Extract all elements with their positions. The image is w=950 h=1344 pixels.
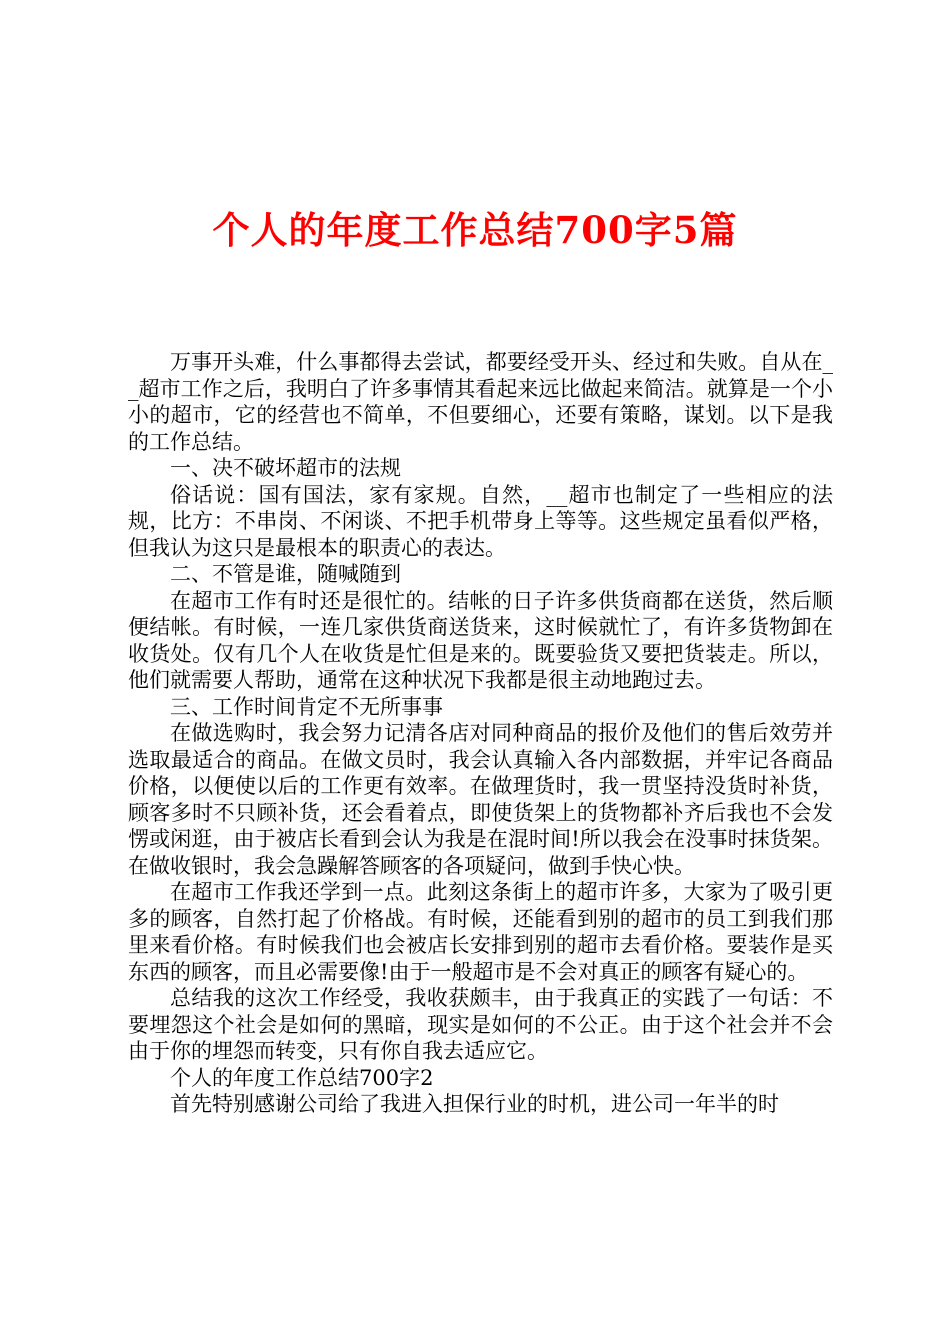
paragraph: 在做选购时，我会努力记清各店对同种商品的报价及他们的售后效劳并选取最适合的商品。在做文员时，我会认真输入各内部数据，并牢记各商品价格，以便使以后的工作更有效率。在做理货时，我一贯坚持没货时补货，顾客多时不只顾补货，还会看着点，即使货架上的货物都补齐后我也不会发愣或闲逛，由于被店长看到会认为我是在混时间!所以我会在没事时抹货架。在做收银时，我会急躁解答顾客的各项疑问，做到手快心快。 [128,721,833,878]
document-title: 个人的年度工作总结700字5篇 [212,208,738,252]
section-heading-1: 一、决不破坏超市的法规 [170,456,401,480]
article-subtitle-2: 个人的年度工作总结700字2 [170,1065,434,1090]
section-heading-2: 二、不管是谁，随喊随到 [170,562,401,586]
paragraph-intro: 万事开头难，什么事都得去尝试，都要经受开头、经过和失败。自从在__超市工作之后，我明白了许多事情其看起来远比做起来简洁。就算是一个小小的超市，它的经营也不简单，不但要细心，还要有策略，谋划。以下是我的工作总结。 [128,350,833,454]
paragraph: 首先特别感谢公司给了我进入担保行业的时机，进公司一年半的时 [170,1092,779,1116]
document-body [128,349,833,1118]
paragraph: 在超市工作我还学到一点。此刻这条街上的超市许多，大家为了吸引更多的顾客，自然打起了价格战。有时候，还能看到别的超市的员工到我们那里来看价格。有时候我们也会被店长安排到别的超市去看价格。要装作是买东西的顾客，而且必需要像!由于一般超市是不会对真正的顾客有疑心的。 [128,880,833,984]
section-heading-3: 三、工作时间肯定不无所事事 [170,694,443,719]
paragraph: 俗话说：国有国法，家有家规。自然，__超市也制定了一些相应的法规，比方：不串岗、不闲谈、不把手机带身上等等。这些规定虽看似严格，但我认为这只是最根本的职责心的表达。 [128,482,833,560]
paragraph: 在超市工作有时还是很忙的。结帐的日子许多供货商都在送货，然后顺便结帐。有时候，一连几家供货商送货来，这时候就忙了，有许多货物卸在收货处。仅有几个人在收货是忙但是来的。既要验货又要把货装走。所以，他们就需要人帮助，通常在这种状况下我都是很主动地跑过去。 [128,588,833,692]
paragraph-conclusion: 总结我的这次工作经受，我收获颇丰，由于我真正的实践了一句话：不要埋怨这个社会是如何的黑暗，现实是如何的不公正。由于这个社会并不会由于你的埋怨而转变，只有你自我去适应它。 [128,986,833,1063]
